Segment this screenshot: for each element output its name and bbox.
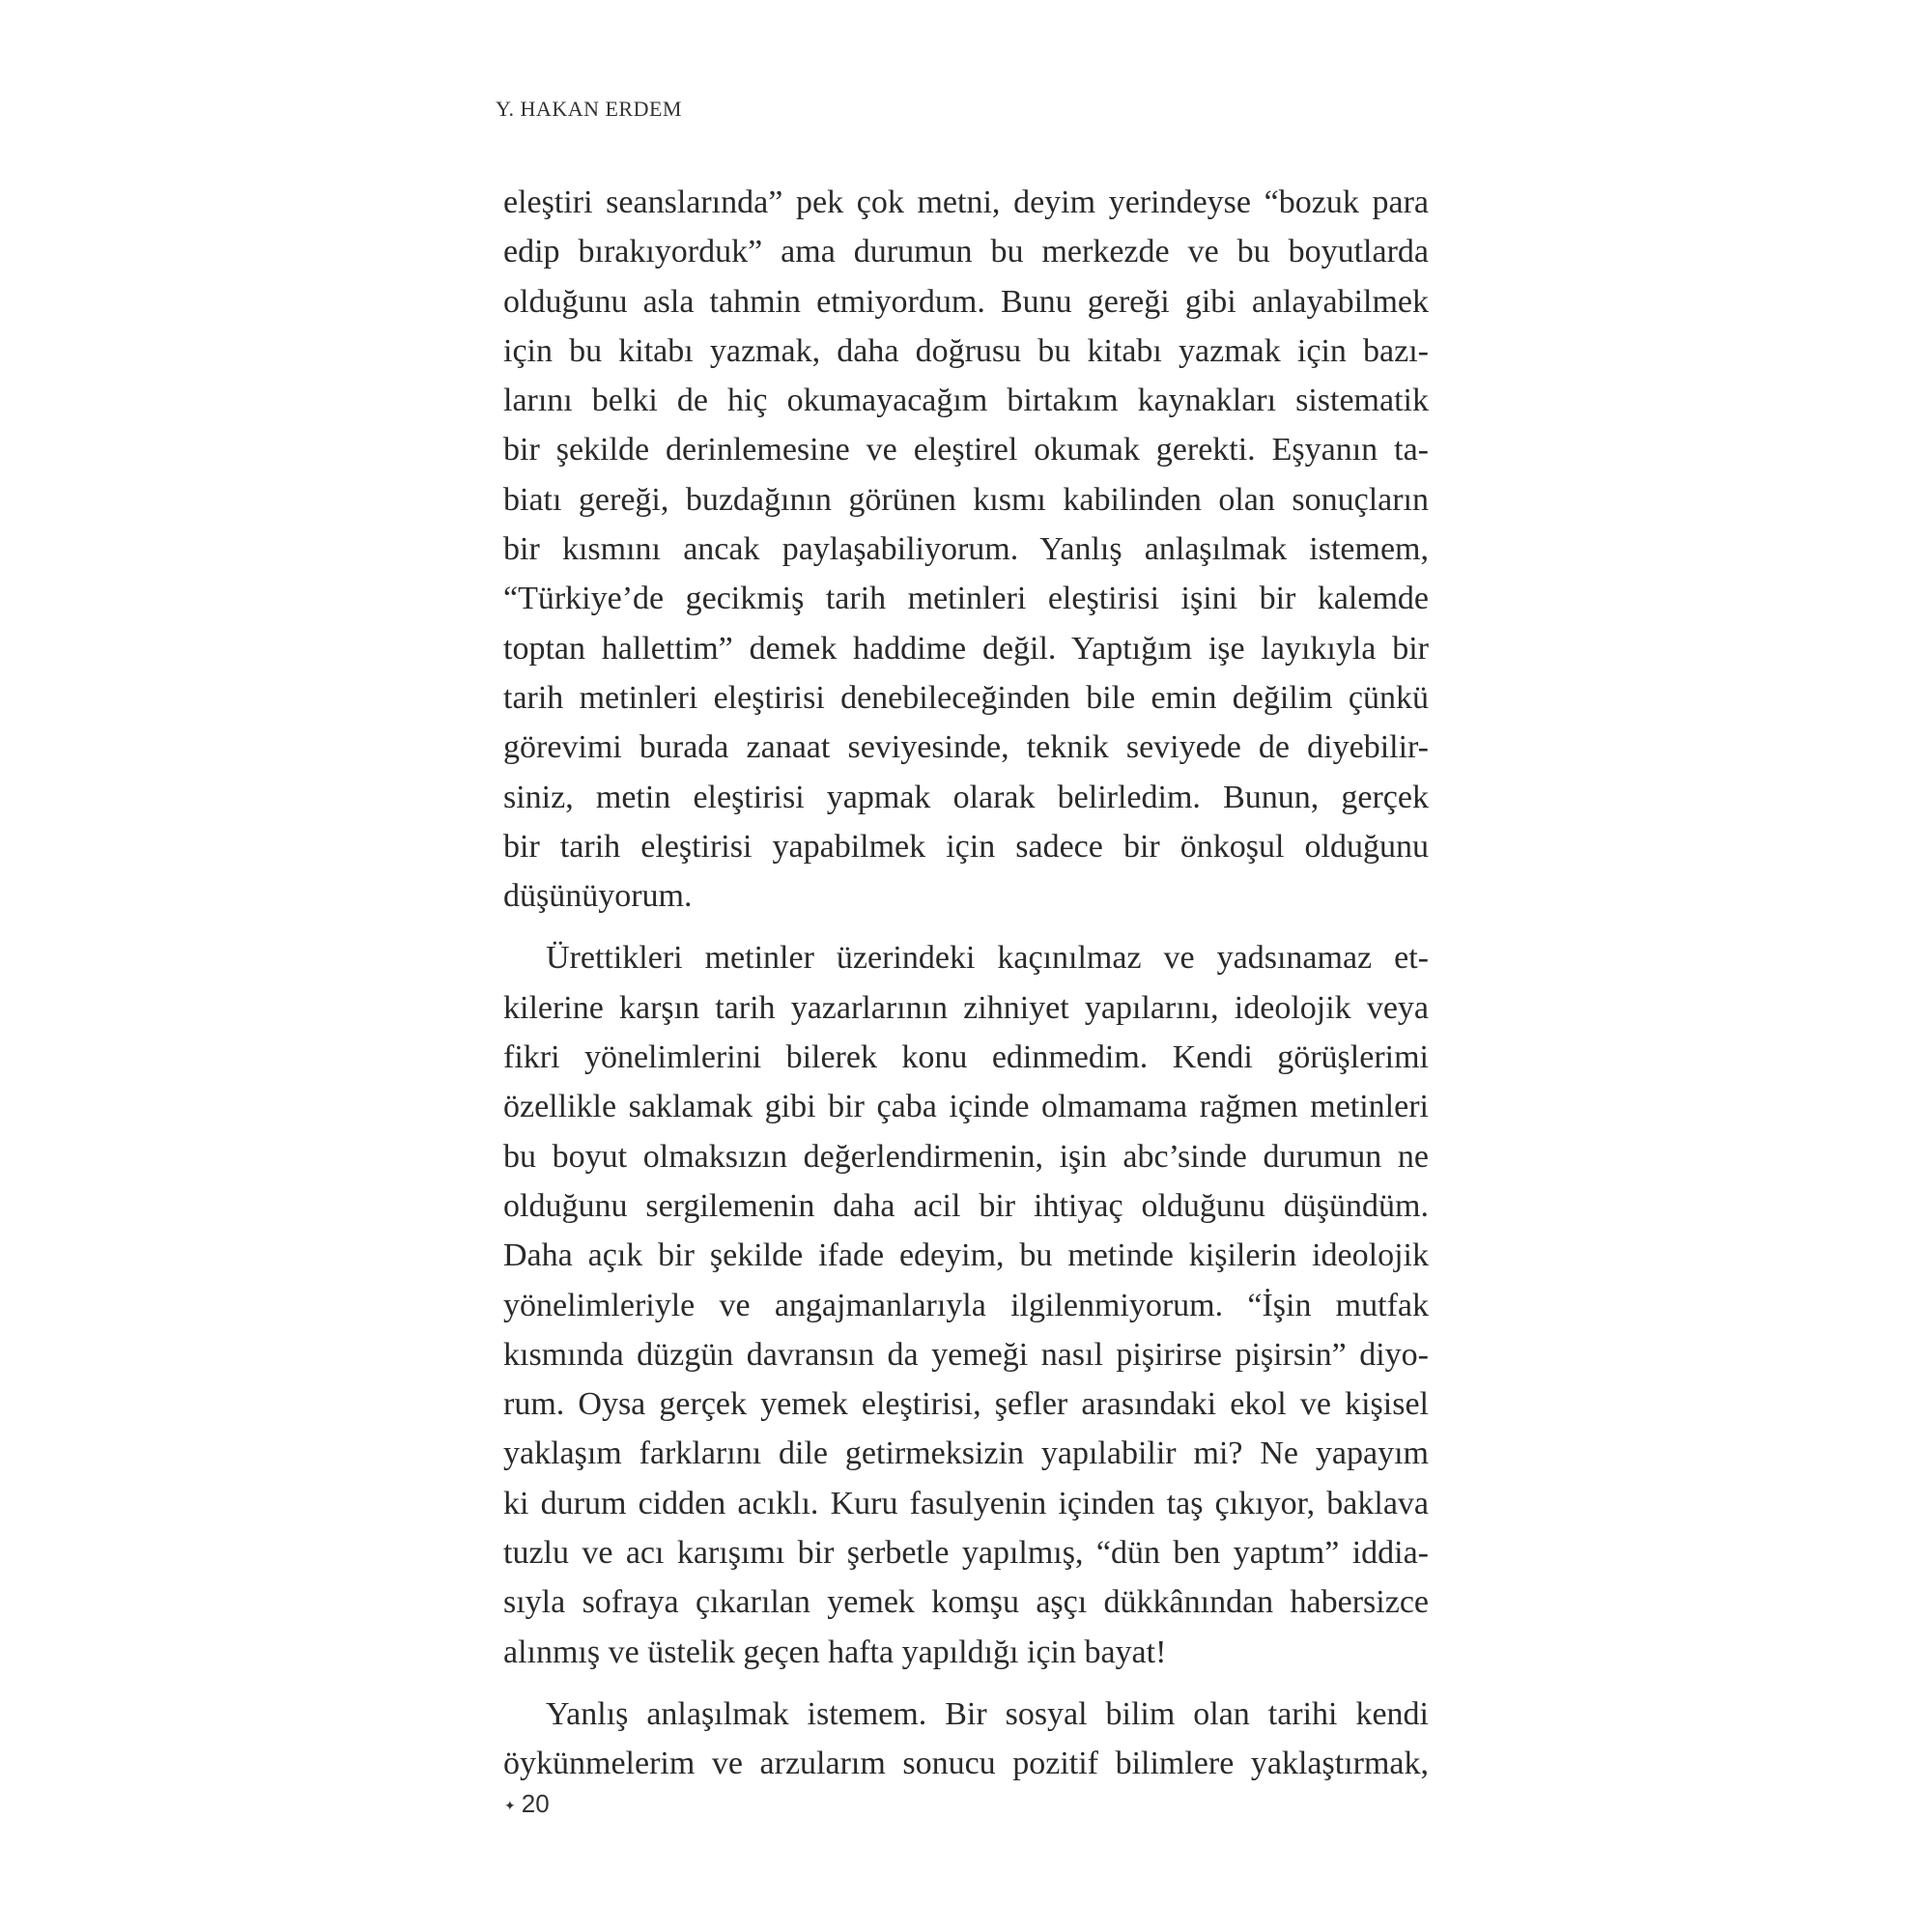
text-line: olduğunu asla tahmin etmiyordum. Bunu gereği gibi anlayabilmek bbox=[503, 283, 1429, 320]
text-line: Yanlış anlaşılmak istemem. Bir sosyal bilim olan tarihi kendi bbox=[546, 1695, 1429, 1732]
text-line: toptan hallettim” demek haddime değil. Yaptığım işe layıkıyla bir bbox=[503, 630, 1429, 667]
text-line: bir tarih eleştirisi yapabilmek için sadece bir önkoşul olduğunu bbox=[503, 828, 1429, 865]
text-line: yönelimleriyle ve angajmanlarıyla ilgilenmiyorum. “İşin mutfak bbox=[503, 1287, 1429, 1323]
text-line: rum. Oysa gerçek yemek eleştirisi, şefler arasındaki ekol ve kişisel bbox=[503, 1386, 1429, 1423]
text-line: özellikle saklamak gibi bir çaba içinde olmamama rağmen metinleri bbox=[503, 1089, 1429, 1125]
paragraph-gap bbox=[503, 1677, 1429, 1690]
text-line: Daha açık bir şekilde ifade edeyim, bu metinde kişilerin ideolojik bbox=[503, 1237, 1429, 1274]
paragraph bbox=[503, 178, 1429, 921]
text-line: eleştiri seanslarında” pek çok metni, deyim yerindeyse “bozuk para bbox=[503, 185, 1429, 220]
text-line: kilerine karşın tarih yazarlarının zihniyet yapılarını, ideolojik veya bbox=[503, 989, 1429, 1026]
paragraph bbox=[503, 1690, 1429, 1789]
text-line: biatı gereği, buzdağının görünen kısmı kabilinden olan sonuçların bbox=[503, 481, 1429, 518]
paragraph-gap bbox=[503, 921, 1429, 933]
text-line: olduğunu sergilemenin daha acil bir ihtiyaç olduğunu düşündüm. bbox=[503, 1187, 1429, 1224]
text-line: ki durum cidden acıklı. Kuru fasulyenin içinden taş çıkıyor, baklava bbox=[503, 1485, 1429, 1521]
text-line: tarih metinleri eleştirisi denebileceğinden bile emin değilim çünkü bbox=[503, 679, 1429, 716]
text-line: “Türkiye’de gecikmiş tarih metinleri eleştirisi işini bir kalemde bbox=[503, 581, 1429, 617]
body-text bbox=[503, 178, 1429, 1789]
text-line: fikri yönelimlerini bilerek konu edinmedim. Kendi görüşlerimi bbox=[503, 1039, 1429, 1076]
text-line: bir kısmını ancak paylaşabiliyorum. Yanlış anlaşılmak istemem, bbox=[503, 531, 1429, 568]
text-line: bu boyut olmaksızın değerlendirmenin, işin abc’sinde durumun ne bbox=[503, 1138, 1429, 1175]
page-folio bbox=[504, 1789, 550, 1819]
running-head: Y. HAKAN ERDEM bbox=[496, 97, 682, 121]
text-line: larını belki de hiç okumayacağım birtakım kaynakları sistematik bbox=[503, 383, 1429, 419]
text-line: bir şekilde derinlemesine ve eleştirel okumak gerekti. Eşyanın ta- bbox=[503, 432, 1429, 469]
text-line: öykünmelerim ve arzularım sonucu pozitif bilimlere yaklaştırmak, bbox=[503, 1746, 1429, 1782]
text-line: tuzlu ve acı karışımı bir şerbetle yapılmış, “dün ben yaptım” iddia- bbox=[503, 1535, 1429, 1572]
text-line: yaklaşım farklarını dile getirmeksizin yapılabilir mi? Ne yapayım bbox=[503, 1435, 1429, 1472]
text-line: alınmış ve üstelik geçen hafta yapıldığı için bayat! bbox=[503, 1634, 1167, 1670]
text-line: kısmında düzgün davransın da yemeği nasıl pişirirse pişirsin” diyo- bbox=[503, 1336, 1429, 1373]
page-number: 20 bbox=[521, 1789, 550, 1818]
paragraph bbox=[503, 933, 1429, 1676]
text-line: siniz, metin eleştirisi yapmak olarak belirledim. Bunun, gerçek bbox=[503, 779, 1429, 815]
text-line: edip bırakıyorduk” ama durumun bu merkezde ve bu boyutlarda bbox=[503, 234, 1429, 270]
text-line: düşünüyorum. bbox=[503, 878, 693, 915]
text-line: sıyla sofraya çıkarılan yemek komşu aşçı dükkânından habersizce bbox=[503, 1584, 1429, 1621]
text-line: görevimi burada zanaat seviyesinde, teknik seviyede de diyebilir- bbox=[503, 729, 1429, 766]
text-line: için bu kitabı yazmak, daha doğrusu bu kitabı yazmak için bazı- bbox=[503, 332, 1429, 369]
folio-ornament-icon: ✦ bbox=[504, 1797, 516, 1813]
text-line: Ürettikleri metinler üzerindeki kaçınılmaz ve yadsınamaz et- bbox=[546, 940, 1429, 977]
